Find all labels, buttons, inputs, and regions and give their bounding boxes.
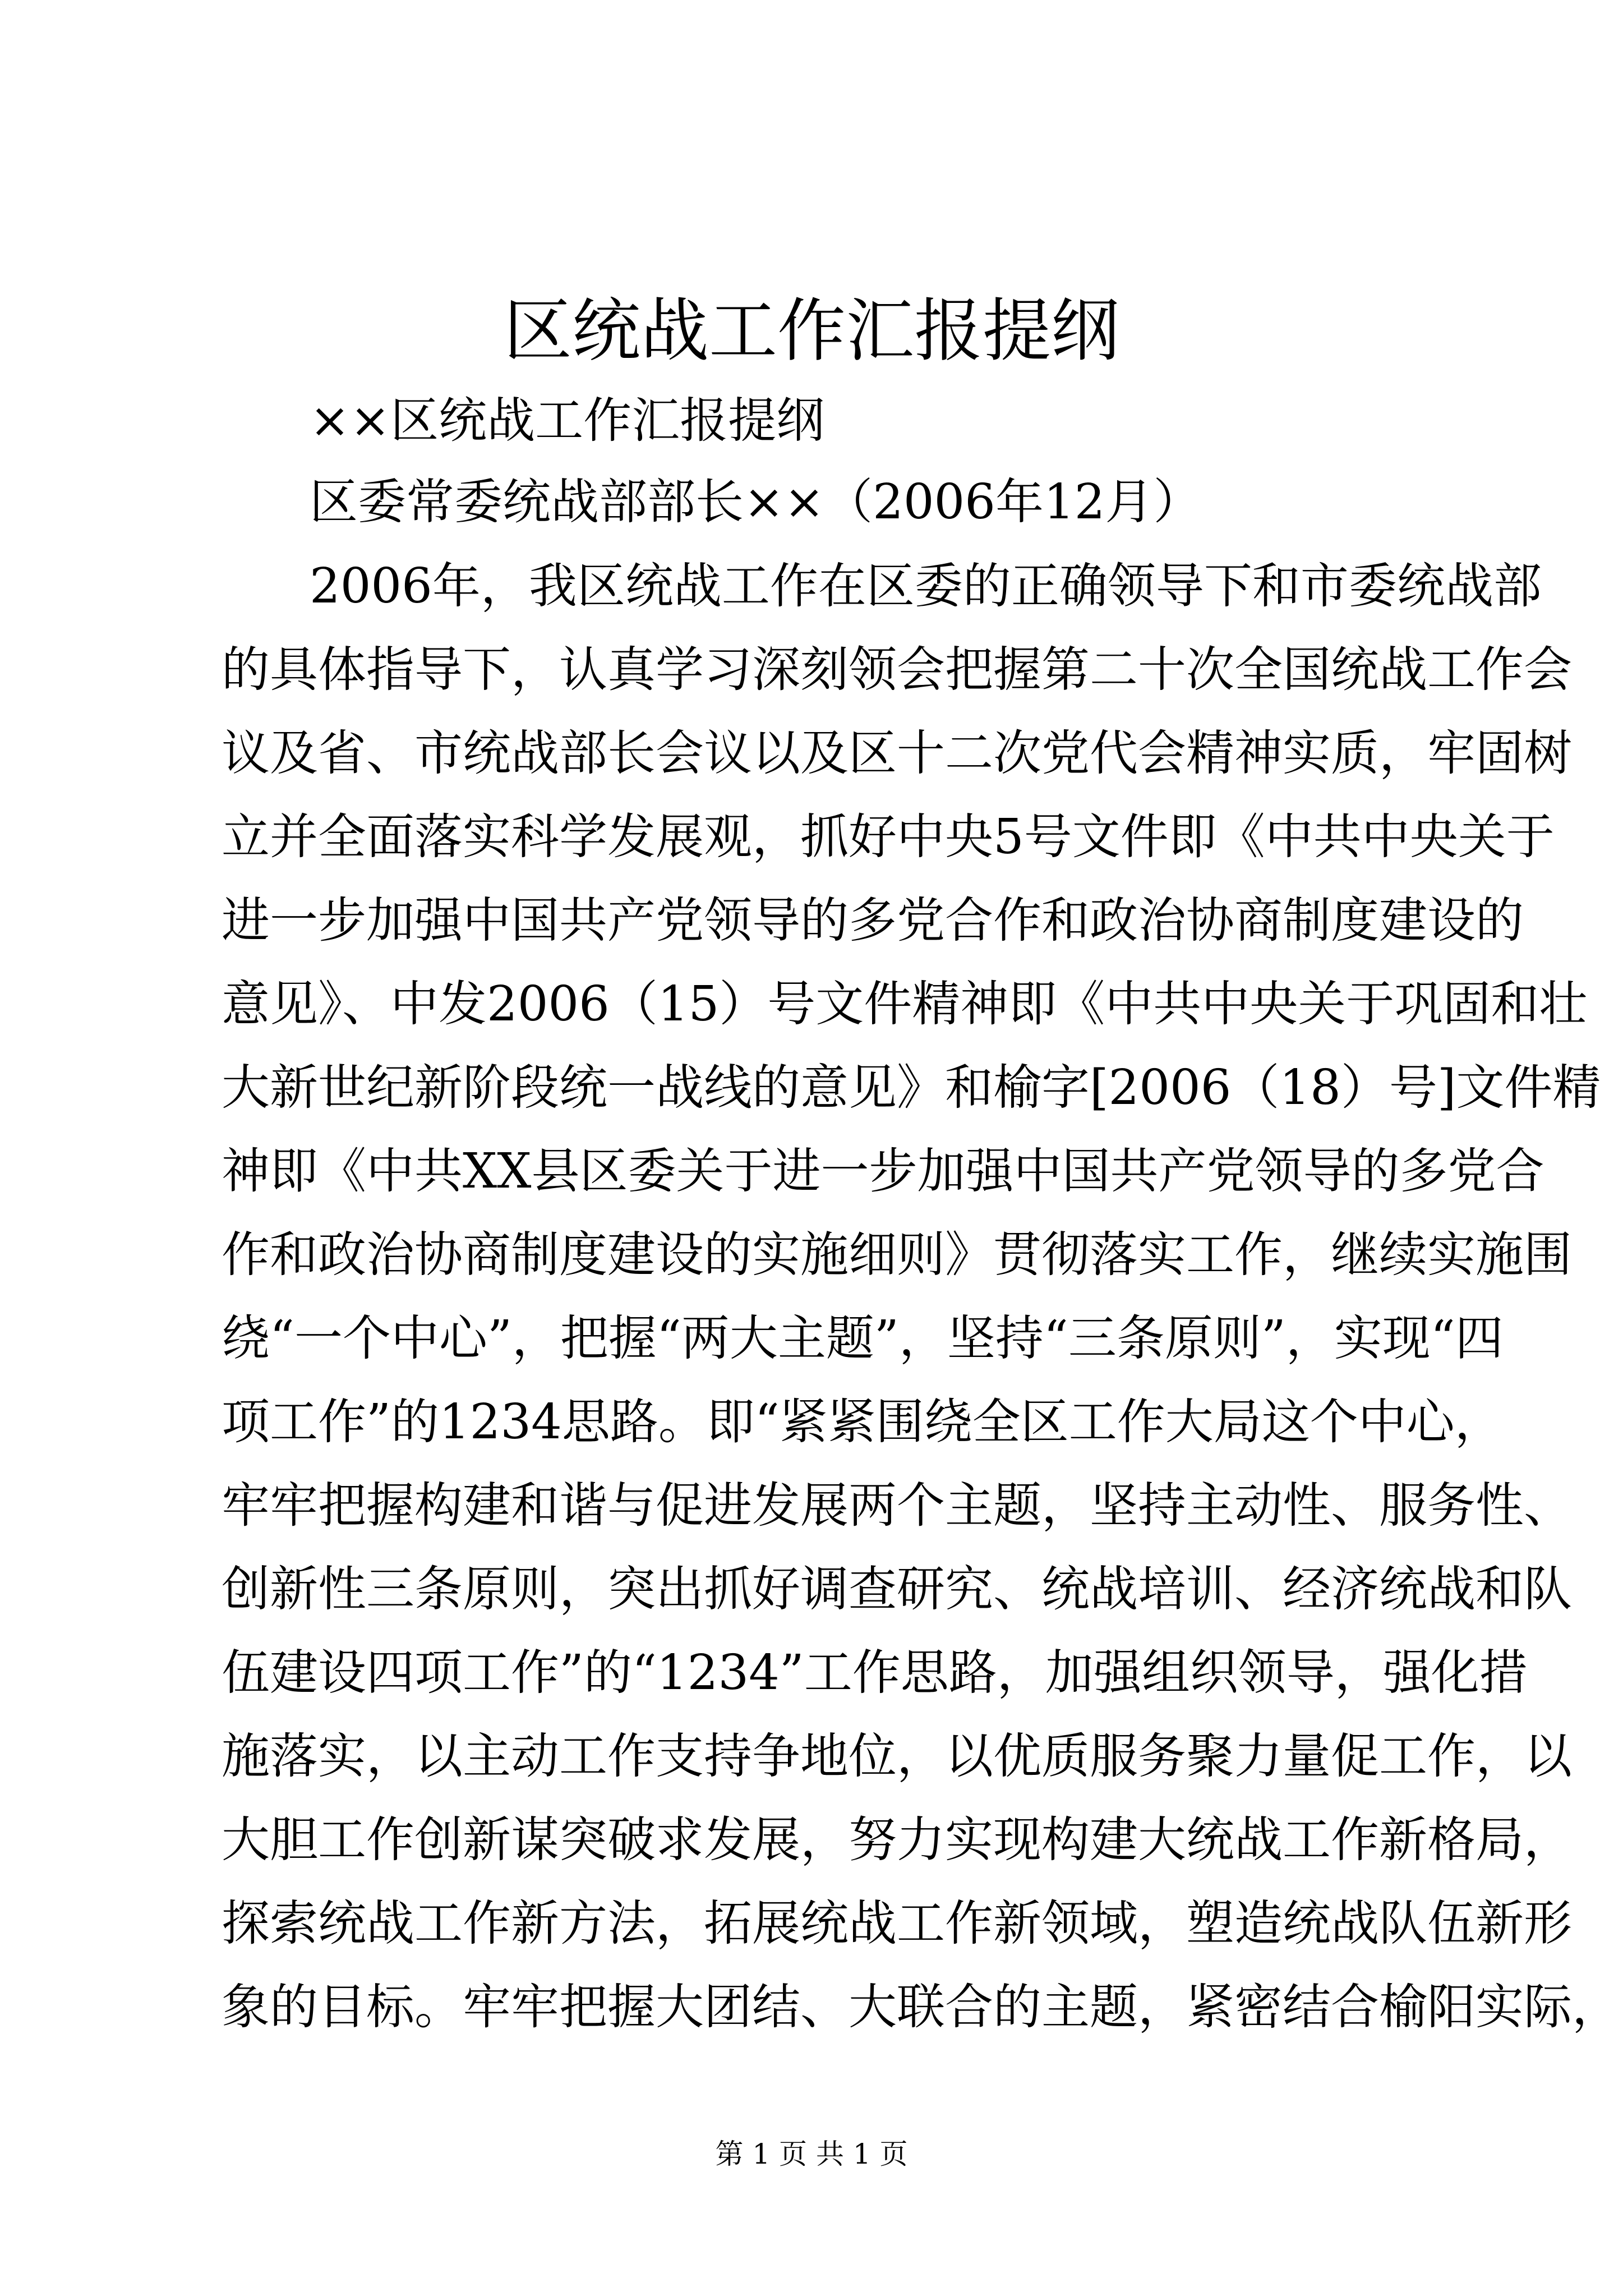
body-line: 立并全面落实科学发展观，抓好中央5号文件即《中共中央关于 — [222, 809, 1555, 865]
document-title: 区统战工作汇报提纲 — [504, 291, 1119, 371]
body-line: 绕“一个中心”，把握“两大主题”，坚持“三条原则”，实现“四 — [222, 1310, 1504, 1366]
body-line: 象的目标。牢牢把握大团结、大联合的主题，紧密结合榆阳实际， — [222, 1979, 1620, 2035]
body-line: 议及省、市统战部长会议以及区十二次党代会精神实质，牢固树 — [222, 725, 1572, 781]
body-line: 施落实，以主动工作支持争地位，以优质服务聚力量促工作，以 — [222, 1728, 1572, 1784]
body-line: 创新性三条原则，突出抓好调查研究、统战培训、经济统战和队 — [222, 1561, 1572, 1617]
body-line: 意见》、中发2006（15）号文件精神即《中共中央关于巩固和壮 — [222, 976, 1588, 1032]
page-footer: 第 1 页 共 1 页 — [715, 2138, 908, 2170]
body-line: 牢牢把握构建和谐与促进发展两个主题，坚持主动性、服务性、 — [222, 1478, 1572, 1534]
body-line: 2006年，我区统战工作在区委的正确领导下和市委统战部 — [310, 558, 1542, 614]
body-line: 大新世纪新阶段统一战线的意见》和榆字[2006（18）号]文件精 — [222, 1060, 1601, 1116]
author-line: 区委常委统战部部长××（2006年12月） — [310, 474, 1202, 530]
body-line: 项工作”的1234思路。即“紧紧围绕全区工作大局这个中心， — [222, 1394, 1503, 1450]
body-line: 的具体指导下，认真学习深刻领会把握第二十次全国统战工作会 — [222, 642, 1572, 698]
body-line: 伍建设四项工作”的“1234”工作思路，加强组织领导，强化措 — [222, 1645, 1528, 1701]
body-line: 进一步加强中国共产党领导的多党合作和政治协商制度建设的 — [222, 892, 1524, 949]
body-line: 大胆工作创新谋突破求发展，努力实现构建大统战工作新格局， — [222, 1812, 1572, 1868]
body-line: 探索统战工作新方法，拓展统战工作新领域，塑造统战队伍新形 — [222, 1895, 1572, 1952]
body-line: 作和政治协商制度建设的实施细则》贯彻落实工作，继续实施围 — [222, 1227, 1572, 1283]
body-line: 神即《中共XX县区委关于进一步加强中国共产党领导的多党合 — [222, 1143, 1544, 1199]
document-subtitle: ××区统战工作汇报提纲 — [310, 393, 825, 449]
